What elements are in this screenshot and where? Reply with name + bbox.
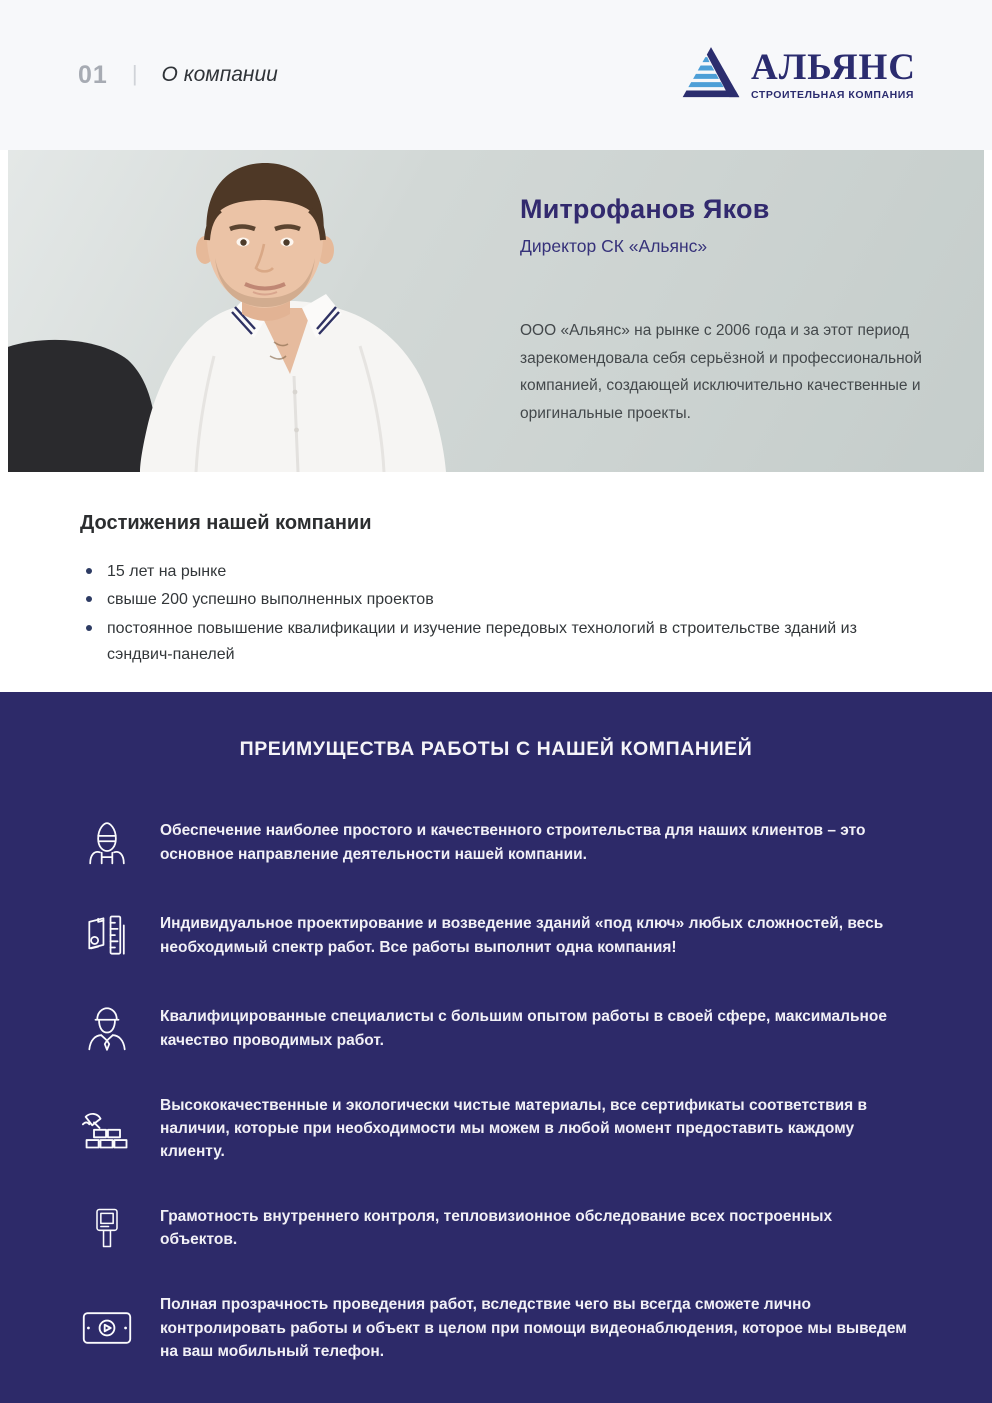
video-phone-icon	[80, 1300, 134, 1356]
advantages-section	[0, 692, 992, 1403]
advantage-text: Квалифицированные специалисты с большим опытом работы в своей сфере, максимальное качество проводимых работ.	[160, 1008, 887, 1049]
advantage-row	[80, 908, 912, 964]
advantage-text: Полная прозрачность проведения работ, вследствие чего вы всегда сможете лично контролировать работы и объект в целом при помощи видеонаблюдения, которое мы выведем на ваш мобильный телефон.	[160, 1296, 907, 1360]
advantage-row	[80, 1001, 912, 1057]
logo-name: АЛЬЯНС	[750, 47, 916, 89]
hero-section	[8, 150, 984, 472]
page-number: 01	[78, 60, 108, 89]
bricks-icon	[80, 1100, 134, 1156]
person-name: Митрофанов Яков	[520, 194, 770, 225]
engineer-icon	[80, 1001, 134, 1057]
achievements-title: Достижения нашей компании	[80, 511, 372, 534]
director-info	[520, 194, 928, 427]
advantage-row	[80, 1293, 912, 1363]
advantage-text: Высококачественные и экологически чистые материалы, все сертификаты соответствия в наличии, которые при необходимости мы можем в любой момент предоставить каждому клиенту.	[160, 1096, 868, 1160]
bullet-dot-icon	[86, 568, 92, 574]
logo-text	[751, 49, 916, 101]
director-photo	[8, 146, 488, 472]
advantage-text: Индивидуальное проектирование и возведение зданий «под ключ» любых сложностей, весь необходимый спектр работ. Все работы выполнит одна компания!	[160, 915, 884, 956]
pyramid-logo-icon	[681, 45, 741, 106]
bullet-dot-icon	[86, 596, 92, 602]
achievements-section	[0, 472, 992, 692]
section-title: О компании	[161, 63, 278, 87]
blueprint-icon	[80, 908, 134, 964]
advantage-row	[80, 1200, 912, 1256]
company-logo	[681, 45, 916, 106]
advantage-row	[80, 1094, 912, 1164]
list-item: свыше 200 успешно выполненных проектов	[80, 587, 912, 613]
logo-tagline: СТРОИТЕЛЬНАЯ КОМПАНИЯ	[750, 89, 914, 102]
page-header	[0, 0, 992, 150]
list-item: постоянное повышение квалификации и изучение передовых технологий в строительстве зданий из сэндвич-панелей	[80, 616, 912, 667]
divider: |	[131, 61, 138, 87]
achievements-list	[80, 559, 912, 667]
list-item: 15 лет на рынке	[80, 559, 912, 585]
advantages-title: ПРЕИМУЩЕСТВА РАБОТЫ С НАШЕЙ КОМПАНИЕЙ	[239, 737, 753, 760]
person-title: Директор СК «Альянс»	[520, 236, 708, 257]
advantage-row	[80, 815, 912, 871]
advantage-text: Обеспечение наиболее простого и качественного строительства для наших клиентов – это основное направление деятельности нашей компании.	[160, 822, 866, 863]
thermal-camera-icon	[80, 1200, 134, 1256]
bullet-dot-icon	[86, 625, 92, 631]
breadcrumb	[78, 61, 278, 90]
company-description: ООО «Альянс» на рынке с 2006 года и за этот период зарекомендовала себя серьёзной и профессиональной компанией, создающей исключительно качественные и оригинальные проекты.	[520, 322, 922, 422]
advantages-rows	[80, 815, 912, 1364]
worker-icon	[80, 815, 134, 871]
advantage-text: Грамотность внутреннего контроля, тепловизионное обследование всех построенных объектов.	[160, 1208, 833, 1249]
